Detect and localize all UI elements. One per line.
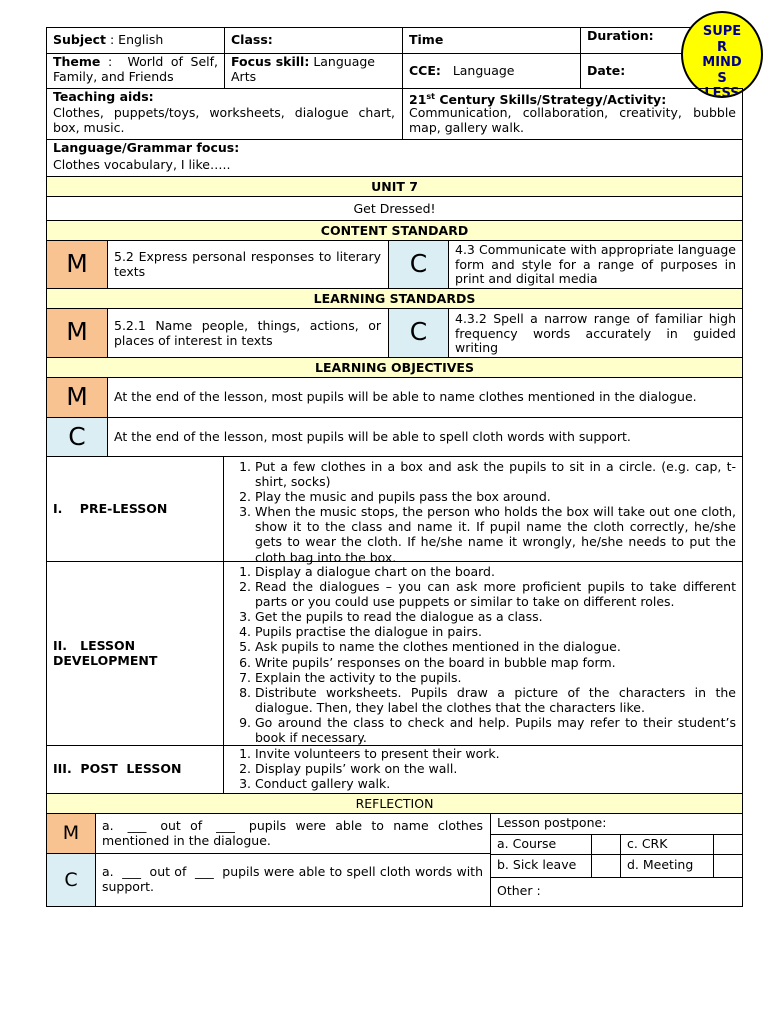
list-item: 2. Display pupils’ work on the wall. (255, 761, 736, 776)
reflection-c-tag: C (46, 853, 96, 907)
reflection-c-text-cell (95, 853, 491, 907)
post-lesson-label: III. POST LESSON (53, 761, 182, 776)
cs-m-text: 5.2 Express personal responses to literary texts (114, 249, 381, 279)
lo-c-text-cell (107, 417, 743, 457)
postpone-course-check[interactable] (591, 834, 621, 855)
pre-lesson-steps-cell (223, 456, 743, 565)
cs-c-text: 4.3 Communicate with appropriate language form and style for a range of purposes in print and digital media (455, 242, 736, 286)
skills-label-num: 21 (409, 92, 427, 108)
postpone-crk-check[interactable] (713, 834, 743, 855)
development-label-2: DEVELOPMENT (53, 653, 158, 668)
ls-m-text: 5.2.1 Name people, things, actions, or places of interest in texts (114, 318, 381, 348)
learning-objectives-heading: LEARNING OBJECTIVES (46, 357, 743, 378)
teaching-aids-value: Clothes, puppets/toys, worksheets, dialogue chart, box, music. (53, 105, 395, 135)
postpone-cell (490, 813, 743, 835)
badge-line: SUPE (702, 24, 742, 39)
postpone-meeting-check[interactable] (713, 854, 743, 878)
content-standard-heading: CONTENT STANDARD (46, 220, 743, 241)
postpone-label: Lesson postpone: (497, 815, 607, 830)
list-item: 3. Conduct gallery walk. (255, 776, 736, 791)
language-focus-label: Language/Grammar focus: (53, 140, 240, 155)
post-lesson-label-cell (46, 745, 224, 794)
theme-cell: Theme : World of Self, Family, and Friends (46, 53, 225, 89)
list-item: 4. Pupils practise the dialogue in pairs. (255, 624, 736, 639)
time-cell (402, 27, 581, 54)
skills-label-sup: st (426, 92, 435, 101)
unit-name: Get Dressed! (46, 196, 743, 221)
reflection-m-text-cell (95, 813, 491, 854)
badge-line: S (717, 70, 727, 86)
teaching-aids-label: Teaching aids: (53, 89, 154, 104)
badge-line: MIND (702, 55, 742, 70)
reflection-m-text: a. ___ out of ___ pupils were able to name clothes mentioned in the dialogue. (102, 818, 487, 848)
theme-value: World of Self, Family, and Friends (53, 54, 218, 84)
ls-c-text-cell (448, 308, 743, 358)
list-item: 7. Explain the activity to the pupils. (255, 670, 736, 685)
development-label-cell (46, 561, 224, 746)
post-lesson-steps (224, 746, 736, 791)
badge-line: R (716, 39, 727, 55)
focus-skill-cell (224, 53, 403, 89)
list-item: 3. When the music stops, the person who holds the box will take out one cloth, show it to the class and name it. If pupil name the cloth correctly, he/she gets to wear the cloth. If he/she name it wrongly, he/she needs to put the cloth bag into the box. (255, 504, 736, 564)
list-item: 5. Ask pupils to name the clothes mentioned in the dialogue. (255, 639, 736, 654)
postpone-crk-label: c. CRK (627, 836, 668, 851)
cs-m-tag: M (46, 240, 108, 289)
postpone-sick-leave-check[interactable] (591, 854, 621, 878)
subject-cell: Subject : English (46, 27, 225, 54)
list-item: 9. Go around the class to check and help. Pupils may refer to their student’s book if necessary. (255, 715, 736, 745)
list-item: 1. Display a dialogue chart on the board. (255, 564, 736, 579)
postpone-meeting-label: d. Meeting (627, 857, 694, 872)
list-item: 1. Invite volunteers to present their work. (255, 746, 736, 761)
skills-label: Century Skills/Strategy/Activity: (435, 92, 667, 108)
list-item: 6. Write pupils’ responses on the board in bubble map form. (255, 655, 736, 670)
skills-value: Communication, collaboration, creativity, bubble map, gallery walk. (409, 105, 736, 135)
postpone-course-label: a. Course (497, 836, 557, 851)
postpone-meeting (620, 854, 714, 878)
cce-cell (402, 53, 581, 89)
cs-c-tag: C (388, 240, 449, 289)
development-steps-cell (223, 561, 743, 746)
postpone-course (490, 834, 592, 855)
date-label: Date: (587, 63, 626, 78)
ls-m-tag: M (46, 308, 108, 358)
development-steps (224, 564, 736, 745)
badge-line: LESS (704, 86, 740, 98)
reflection-c-text: a. ___ out of ___ pupils were able to spell cloth words with support. (102, 864, 487, 894)
lo-c-tag: C (46, 417, 108, 457)
postpone-crk (620, 834, 714, 855)
post-lesson-steps-cell (223, 745, 743, 794)
language-focus-cell (46, 139, 743, 177)
cce-value: Language (452, 63, 515, 78)
reflection-m-tag: M (46, 813, 96, 854)
postpone-sick-leave-label: b. Sick leave (497, 857, 577, 872)
list-item: 8. Distribute worksheets. Pupils draw a picture of the characters in the dialogue. Then, they label the clothes that the characters like. (255, 685, 736, 715)
duration-label: Duration: (587, 28, 654, 43)
focus-skill-label: Focus skill: (231, 54, 310, 69)
list-item: 2. Play the music and pupils pass the box around. (255, 489, 736, 504)
reflection-heading: REFLECTION (46, 793, 743, 814)
time-label: Time (409, 32, 444, 47)
pre-lesson-steps (224, 459, 736, 565)
theme-label: Theme (53, 54, 101, 69)
cce-label: CCE: (409, 63, 441, 78)
unit-title: UNIT 7 (46, 176, 743, 197)
supermindsless-logo (681, 11, 763, 98)
pre-lesson-label-cell (46, 456, 224, 562)
focus-skill-value: Language Arts (231, 54, 376, 84)
lo-m-tag: M (46, 377, 108, 418)
list-item: 3. Get the pupils to read the dialogue as a class. (255, 609, 736, 624)
development-label-1: II. LESSON (53, 638, 136, 653)
list-item: 1. Put a few clothes in a box and ask the pupils to sit in a circle. (e.g. cap, t-shirt, socks) (255, 459, 736, 489)
list-item: 2. Read the dialogues – you can ask more proficient pupils to take different parts or you could use puppets or similar to take on different roles. (255, 579, 736, 609)
postpone-other-label: Other : (497, 883, 541, 898)
learning-standards-heading: LEARNING STANDARDS (46, 288, 743, 309)
pre-lesson-label: I. PRE-LESSON (53, 501, 168, 516)
ls-c-tag: C (388, 308, 449, 358)
cs-c-text-cell (448, 240, 743, 289)
postpone-other[interactable] (490, 877, 743, 907)
class-cell (224, 27, 403, 54)
postpone-sick-leave (490, 854, 592, 878)
cs-m-text-cell (107, 240, 389, 289)
skills-cell (402, 88, 743, 140)
ls-c-text: 4.3.2 Spell a narrow range of familiar high frequency words accurately in guided writing (455, 311, 736, 355)
ls-m-text-cell (107, 308, 389, 358)
language-focus-value: Clothes vocabulary, I like….. (53, 157, 231, 172)
lo-c-text: At the end of the lesson, most pupils will be able to spell cloth words with support. (114, 429, 631, 444)
teaching-aids-cell (46, 88, 403, 140)
lo-m-text-cell (107, 377, 743, 418)
subject-label: Subject (53, 32, 106, 47)
lo-m-text: At the end of the lesson, most pupils will be able to name clothes mentioned in the dialogue. (114, 389, 697, 404)
class-label: Class: (231, 32, 273, 47)
subject-value: English (118, 32, 164, 47)
